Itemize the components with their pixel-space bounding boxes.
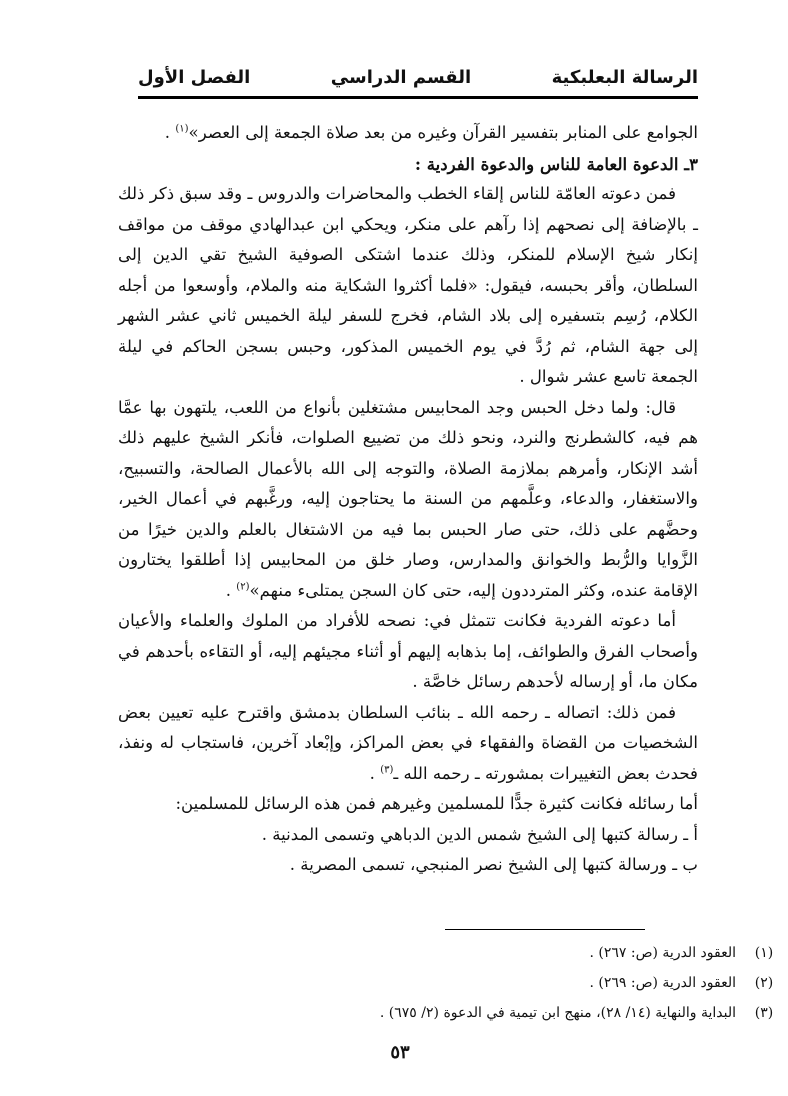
- paragraph-text: قال: ولما دخل الحبس وجد المحابيس مشتغلين بأنواع من اللعب، يلتهون بها عمَّا هم فيه، كالشطرنج والنرد، ونحو ذلك من تضييع الصلوات، فأنكر الشيخ عليهم ذلك أشد الإنكار، وأمرهم بملازمة الصلاة، والتوجه إلى الله بالأعمال الصالحة، والتسبيح، والاستغفار، والدعاء، وعلَّمهم من السنة ما يحتاجون إليه، ورغَّبهم في أعمال الخير، وحضَّهم على ذلك، حتى صار الحبس بما فيه من الاشتغال بالعلم والدين خيرًا من الزَّوايا والرُّبط والخوانق والمدارس، وصار خلق من المحابيس إذا أطلقوا يختارون الإقامة عنده، وكثر المترددون إليه، حتى كان السجن يمتلىء منهم»: [118, 397, 698, 600]
- footnote: [250, 968, 780, 998]
- paragraph-continuation: [118, 118, 698, 149]
- footnote-number: (٣): [754, 1005, 774, 1021]
- footnote-text: البداية والنهاية (١٤/ ٢٨)، منهج ابن تيمية في الدعوة (٢/ ٦٧٥) .: [379, 1005, 736, 1021]
- footnote-ref: (١): [175, 123, 189, 135]
- footnote: [250, 938, 780, 968]
- body-text: [118, 118, 698, 881]
- list-item: أ ـ رسالة كتبها إلى الشيخ شمس الدين الدباهي وتسمى المدنية .: [261, 824, 698, 844]
- header-section-title: القسم الدراسي: [330, 66, 472, 88]
- header-rule: [138, 96, 698, 99]
- paragraph-text: الجوامع على المنابر بتفسير القرآن وغيره من بعد صلاة الجمعة إلى العصر»: [188, 123, 698, 142]
- paragraph: فمن دعوته العامّة للناس إلقاء الخطب والمحاضرات والدروس ـ وقد سبق ذكر ذلك ـ بالإضافة إلى نصحهم إذا رآهم على منكر، ويحكي ابن عبدالهادي موقف من مواقف إنكار شيخ الإسلام للمنكر، وذلك عندما اشتكى الصوفية الشيخ تقي الدين إلى السلطان، وأقر بحبسه، فيقول: «فلما أكثروا الشكاية منه والملام، وأوسعوا من أجله الكلام، رُسِم بتسفيره إلى بلاد الشام، فخرج للسفر ليلة الخميس ثاني عشر الشهر إلى جهة الشام، ثم رُدَّ في يوم الخميس المذكور، وحبس بسجن الحاكم في ليلة الجمعة تاسع عشر شوال .: [118, 184, 698, 386]
- list-item: ب ـ ورسالة كتبها إلى الشيخ نصر المنبجي، تسمى المصرية .: [289, 855, 698, 874]
- paragraph: [118, 393, 698, 607]
- footnote-ref: (٣): [380, 763, 394, 775]
- paragraph: أما رسائله فكانت كثيرة جدًّا للمسلمين وغيرهم فمن هذه الرسائل للمسلمين:: [175, 794, 698, 813]
- paragraph: [118, 698, 698, 790]
- paragraph-end: .: [225, 580, 237, 600]
- paragraph-text: فمن ذلك: اتصاله ـ رحمه الله ـ بنائب السلطان بدمشق واقترح عليه تعيين بعض الشخصيات من القضاة والفقهاء في بعض المراكز، وإبْعاد آخرين، فاستجاب له ونفذ، فحدث بعض التغييرات بمشورته ـ رحمه الله ـ: [118, 702, 698, 783]
- footnote: [250, 998, 780, 1028]
- paragraph-end: .: [164, 123, 176, 142]
- header-book-title: الرسالة البعلبكية: [551, 66, 698, 88]
- footnote-number: (١): [754, 945, 774, 961]
- footnote-ref: (٢): [236, 580, 250, 592]
- footnote-number: (٢): [754, 975, 774, 991]
- page-number: ٥٣: [390, 1042, 410, 1063]
- section-heading: ٣ـ الدعوة العامة للناس والدعوة الفردية :: [414, 153, 698, 174]
- footnote-text: العقود الدرية (ص: ٢٦٧) .: [589, 945, 736, 961]
- paragraph: أما دعوته الفردية فكانت تتمثل في: نصحه للأفراد من الملوك والعلماء والأعيان وأصحاب الفرق والطوائف، إما بذهابه إليهم أو أثناء مجيئهم إليه، أو التقاءه بأحدهم في مكان ما، أو إرساله لأحدهم رسائل خاصَّة .: [118, 611, 698, 691]
- header-chapter-title: الفصل الأول: [138, 66, 251, 88]
- running-header: [138, 62, 698, 92]
- footnote-rule: [445, 929, 645, 930]
- paragraph-end: .: [369, 763, 381, 783]
- footnote-text: العقود الدرية (ص: ٢٦٩) .: [589, 975, 736, 991]
- footnotes: [250, 938, 780, 1028]
